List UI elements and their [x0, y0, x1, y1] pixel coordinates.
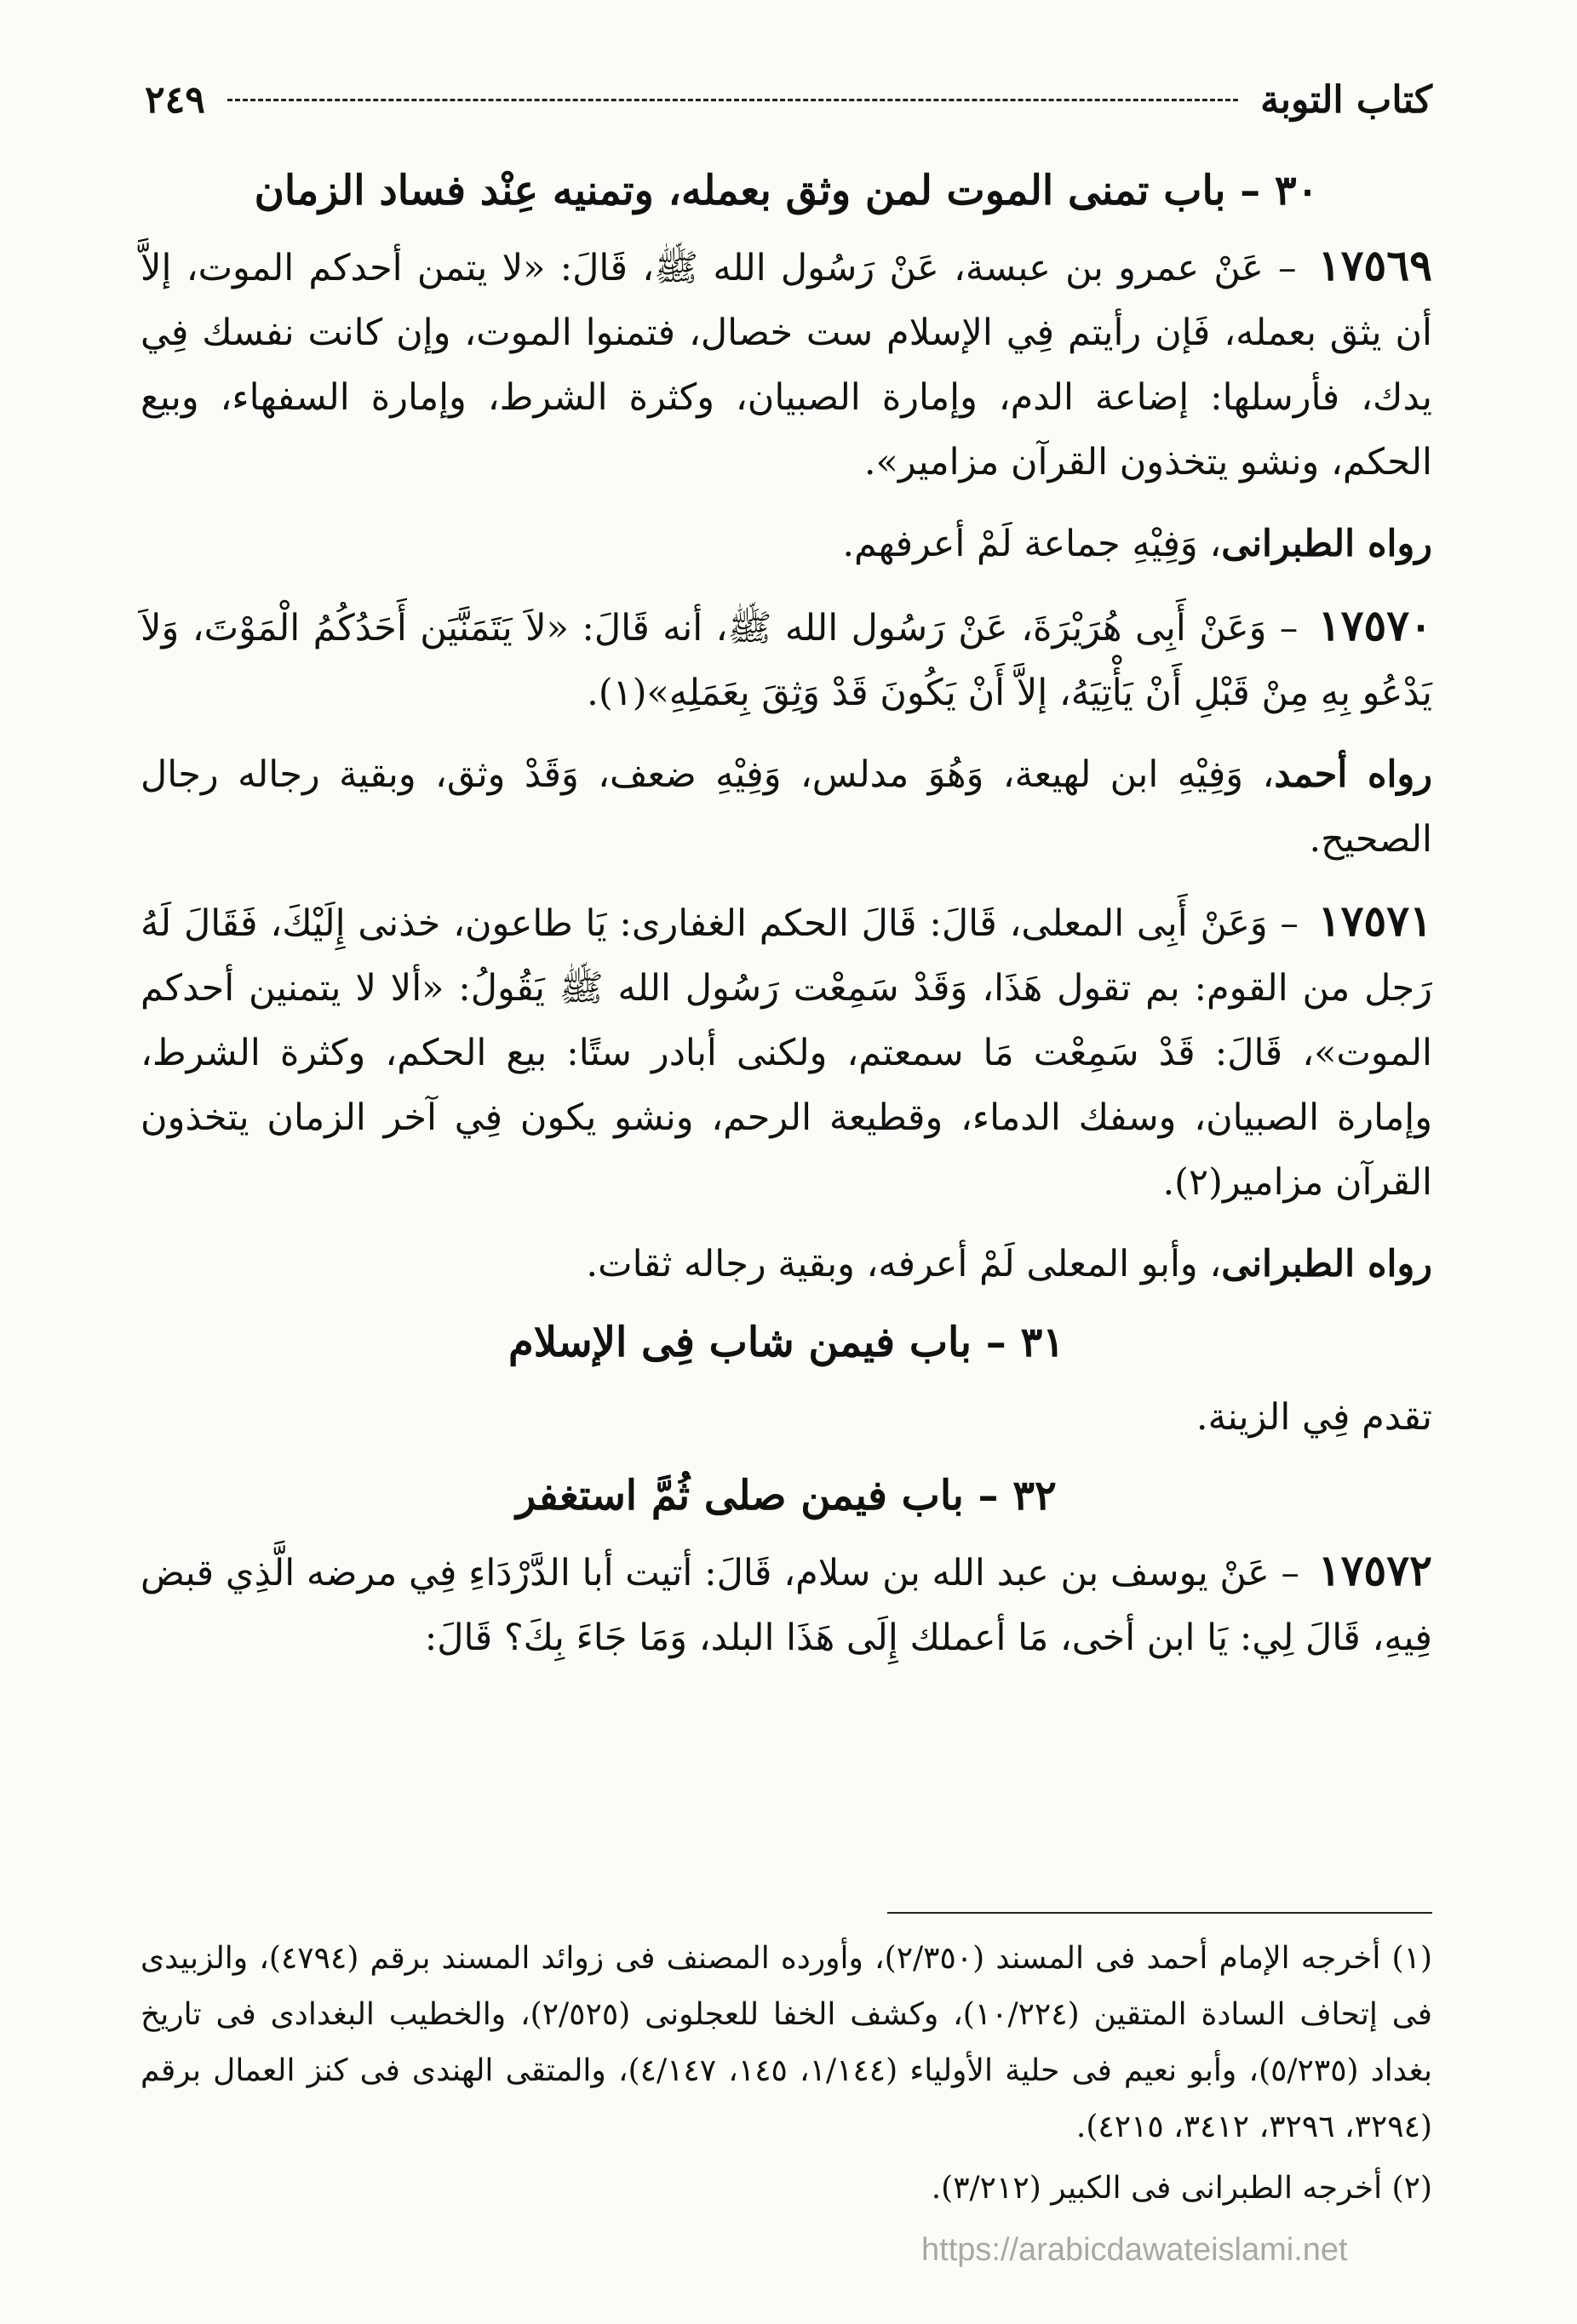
hadith-number: ١٧٥٧٢ [1317, 1545, 1432, 1595]
hadith-paragraph [140, 593, 1432, 725]
hadith-paragraph [140, 233, 1432, 495]
section-heading: ٣٢ – باب فيمن صلى ثُمَّ استغفر [516, 1472, 1057, 1520]
hadith-text: – وَعَنْ أَبِى هُرَيْرَةَ، عَنْ رَسُول الله ﷺ، أنه قَالَ: «لاَ يَتَمَنَّيَن أَحَدُكُمُ الْمَوْتَ، وَلاَ يَدْعُو بِهِ مِنْ قَبْلِ أَنْ يَأْتِيَهُ، إلاَّ أَنْ يَكُونَ قَدْ وَثِقَ بِعَمَلِهِ»(١). [140, 607, 1432, 714]
footnotes [140, 1931, 1432, 2222]
narrator-attribution: رواه الطبرانى [1221, 523, 1432, 565]
section-heading: ٣٠ – باب تمنى الموت لمن وثق بعمله، وتمنيه عِنْد فساد الزمان [254, 167, 1319, 215]
hadith-number: ١٧٥٧٠ [1317, 600, 1432, 650]
hadith-paragraph [140, 889, 1432, 1215]
hadith-text: تقدم فِي الزينة. [1196, 1396, 1432, 1439]
page-number: ٢٤٩ [145, 77, 205, 122]
page-header [145, 70, 1432, 129]
watermark: https://arabicdawateislami.net [921, 2232, 1348, 2268]
footnote: (١) أخرجه الإمام أحمد فى المسند (٢/٣٥٠)، وأورده المصنف فى زوائد المسند برقم (٤٧٩٤)، والزبيدى فى إتحاف السادة المتقين (١٠/٢٢٤)، وكشف الخفا للعجلونى (٢/٥٢٥)، والخطيب البغدادى فى تاريخ بغداد (٥/٢٣٥)، وأبو نعيم فى حلية الأولياء (١/١٤٤، ١٤٥، ٤/١٤٧)، والمتقى الهندى فى كنز العمال برقم (٣٢٩٤، ٣٢٩٦، ٣٤١٢، ٤٢١٥). [140, 1941, 1433, 2144]
hadith-text: – وَعَنْ أَبِى المعلى، قَالَ: قَالَ الحكم الغفارى: يَا طاعون، خذنى إِلَيْكَ، فَقَالَ لَهُ رَجل من القوم: بم تقول هَذَا، وَقَدْ سَمِعْت رَسُول الله ﷺ يَقُولُ: «ألا لا يتمنين أحدكم الموت»، قَالَ: قَدْ سَمِعْت مَا سمعتم، ولكنى أبادر ستًا: بيع الحكم، وكثرة الشرط، وإمارة الصبيان، وسفك الدماء، وقطيعة الرحم، ونشو يكون فِي آخر الزمان يتخذون القرآن مزامير(٢). [140, 902, 1432, 1204]
footnote-divider [887, 1912, 1432, 1914]
section-heading: ٣١ – باب فيمن شاب فِى الإسلام [508, 1319, 1064, 1366]
hadith-number: ١٧٥٦٩ [1317, 240, 1432, 290]
hadith-paragraph [140, 742, 1432, 872]
hadith-paragraph [140, 1385, 1432, 1450]
narrator-comment: ، وأبو المعلى لَمْ أعرفه، وبقية رجاله ثقات. [586, 1243, 1222, 1285]
hadith-number: ١٧٥٧١ [1317, 896, 1432, 946]
narrator-comment: ، وَفِيْهِ جماعة لَمْ أعرفهم. [842, 523, 1222, 565]
hadith-paragraph [140, 512, 1432, 576]
narrator-attribution: رواه الطبرانى [1221, 1243, 1432, 1285]
hadith-paragraph [140, 1232, 1432, 1297]
narrator-comment: ، وَفِيْهِ ابن لهيعة، وَهُوَ مدلس، وَفِيْهِ ضعف، وَقَدْ وثق، وبقية رجاله رجال الصحيح. [140, 753, 1432, 861]
main-text [140, 145, 1432, 1687]
hadith-text: – عَنْ يوسف بن عبد الله بن سلام، قَالَ: أتيت أبا الدَّرْدَاءِ فِي مرضه الَّذِي قبض فِيهِ، قَالَ لِي: يَا ابن أخى، مَا أعملك إِلَى هَذَا البلد، وَمَا جَاءَ بِكَ؟ قَالَ: [140, 1552, 1432, 1659]
book-title: كتاب التوبة [1260, 77, 1432, 122]
footnote: (٢) أخرجه الطبرانى فى الكبير (٣/٢١٢). [931, 2171, 1432, 2206]
hadith-paragraph [140, 1538, 1432, 1670]
header-divider [227, 99, 1238, 101]
narrator-attribution: رواه أحمد [1274, 753, 1432, 796]
hadith-text: – عَنْ عمرو بن عبسة، عَنْ رَسُول الله ﷺ، قَالَ: «لا يتمن أحدكم الموت، إلاَّ أن يثق بعمله، فَإن رأيتم فِي الإسلام ست خصال، فتمنوا الموت، وإن كانت نفسك فِي يدك، فأرسلها: إضاعة الدم، وإمارة الصبيان، وكثرة الشرط، وإمارة السفهاء، وبيع الحكم، ونشو يتخذون القرآن مزامير». [140, 247, 1432, 484]
